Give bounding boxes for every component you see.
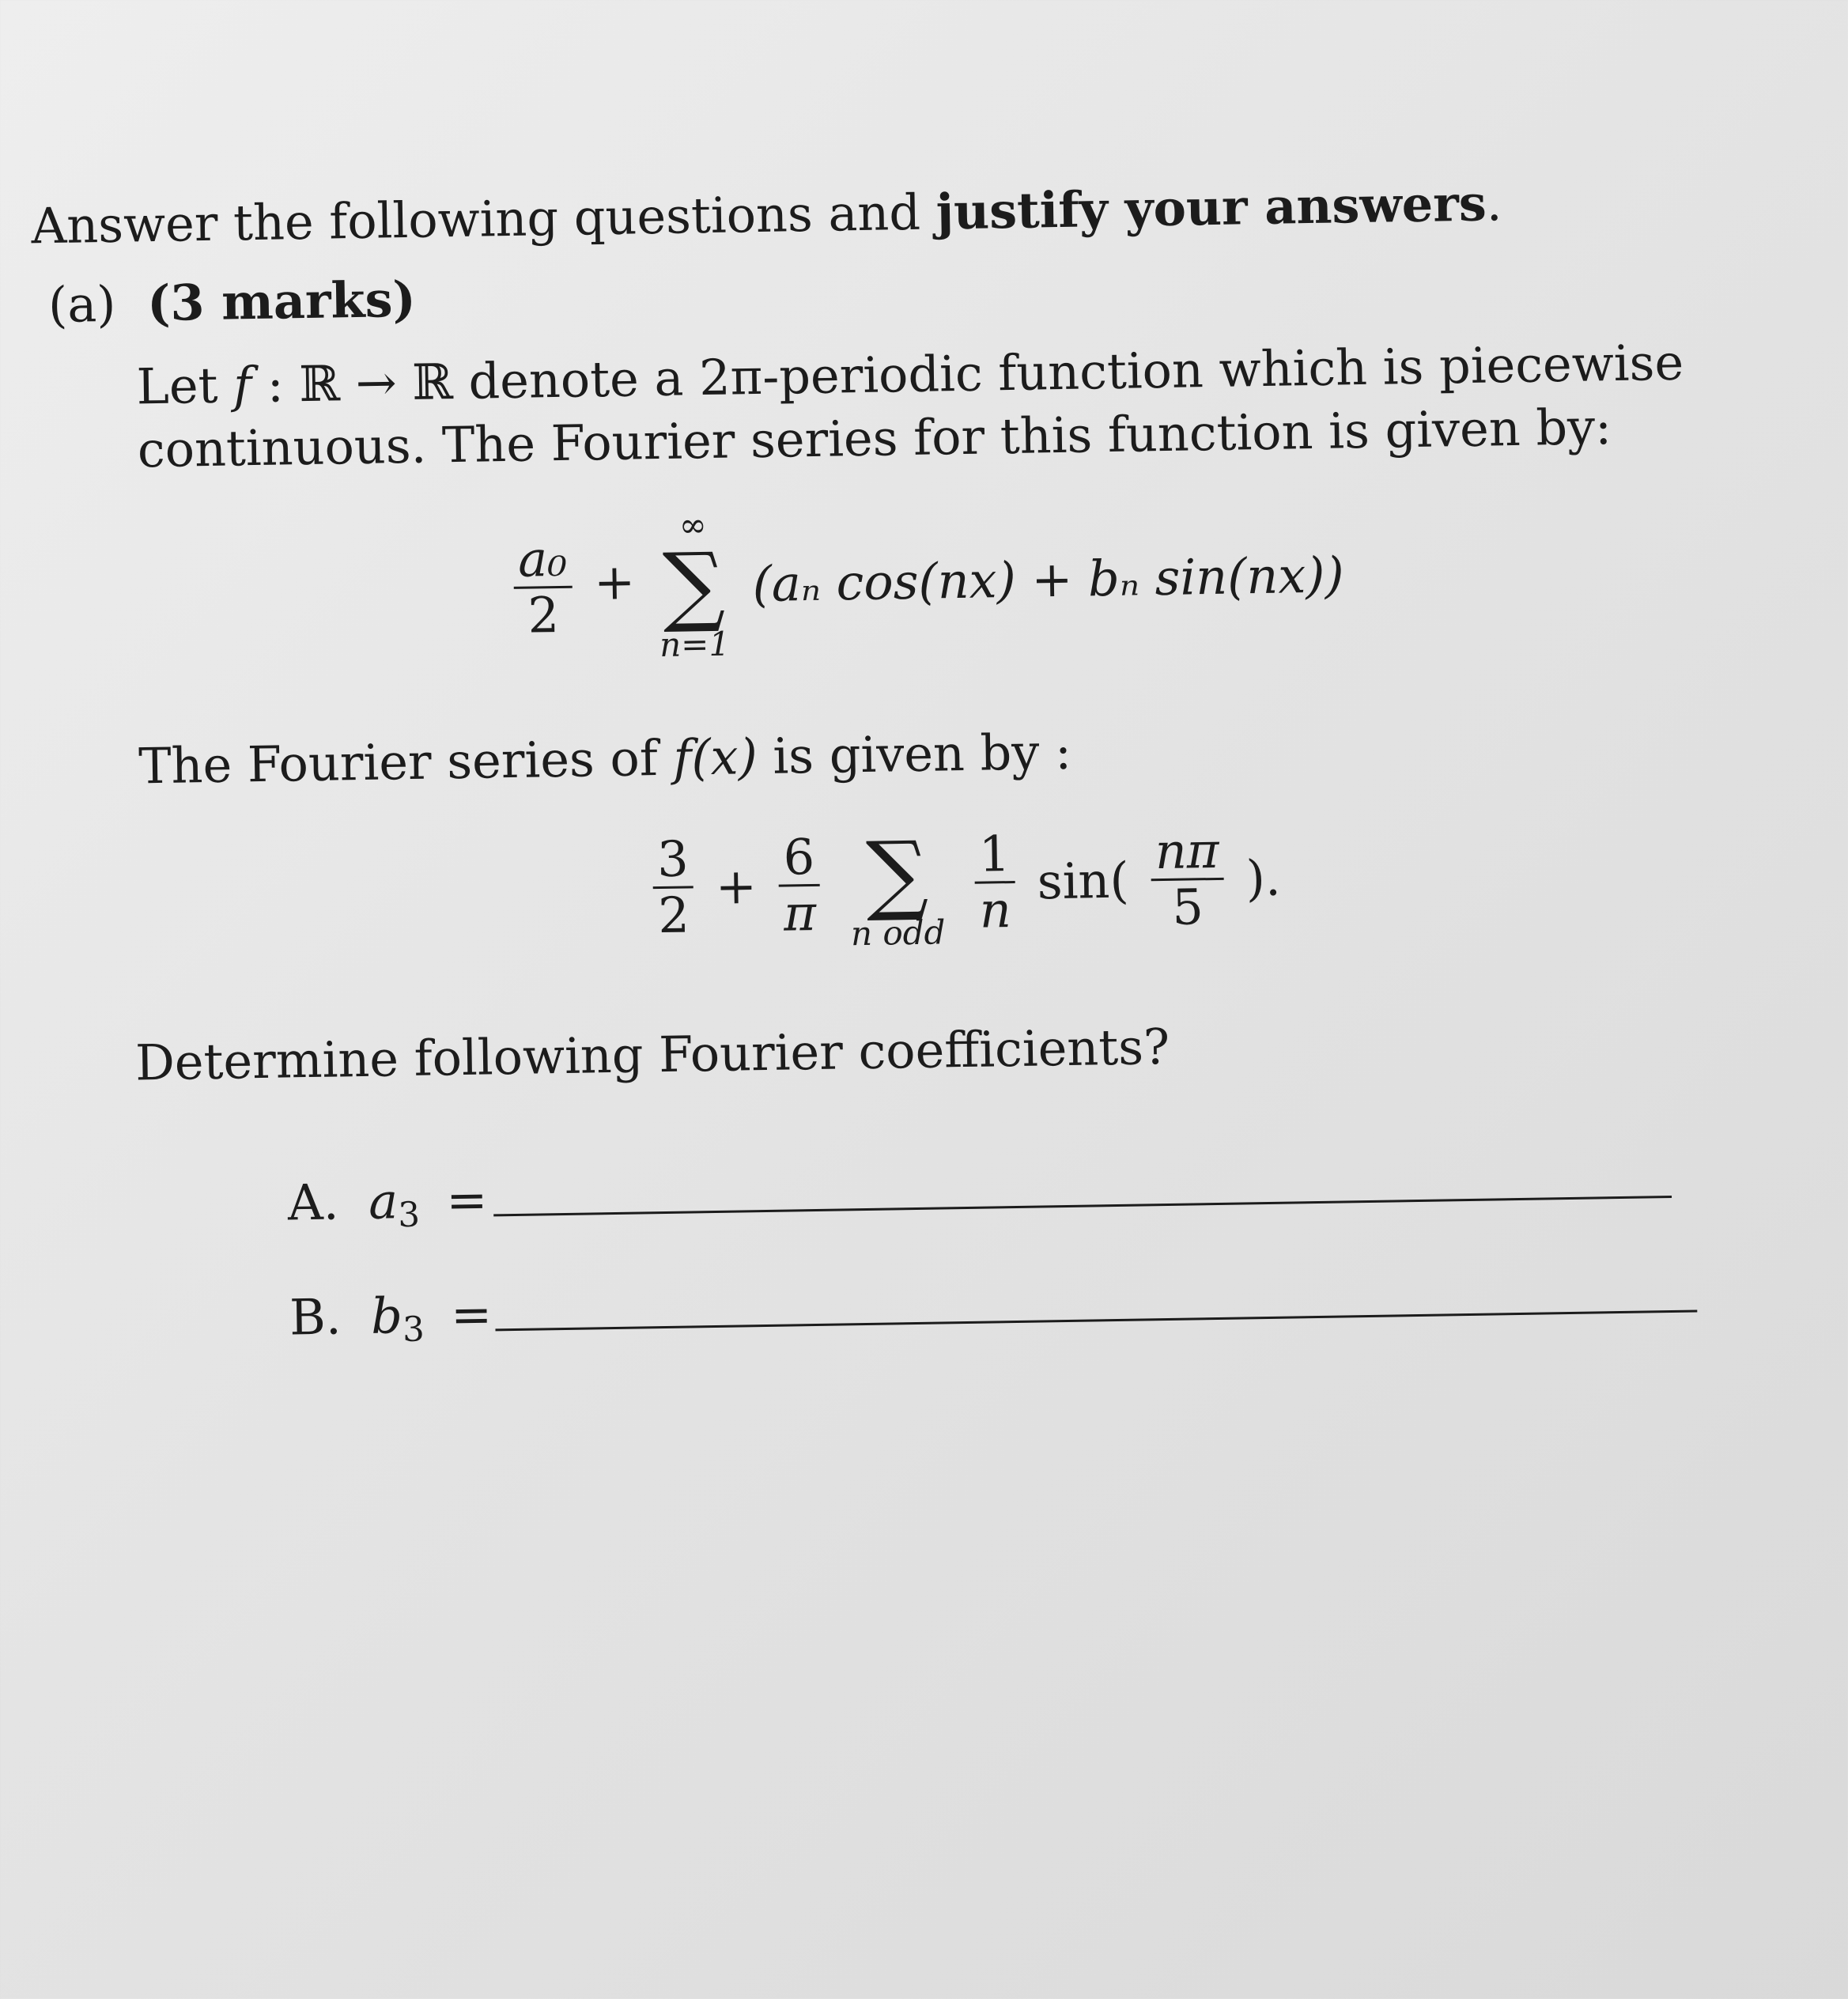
para1-text-a: Let [136, 356, 234, 416]
answer-b-row [289, 1285, 493, 1351]
part-label: (a) [47, 274, 116, 334]
frac-denominator: π [783, 883, 817, 943]
answer-a-label: A. [287, 1173, 339, 1232]
answer-b-label: B. [289, 1287, 342, 1347]
answer-b-variable: b [370, 1287, 403, 1345]
answer-a-row [287, 1171, 488, 1238]
frac-numerator: a₀ [513, 531, 573, 588]
six-over-pi-fraction [777, 827, 821, 943]
answer-b-equals: = [450, 1285, 493, 1344]
specific-fourier-series-formula [645, 811, 1282, 955]
a0-over-2-fraction [513, 531, 573, 643]
series-term: (aₙ cos(nx) + bₙ sin(nx)) [752, 546, 1345, 614]
summation [657, 507, 730, 663]
para2-suffix: is given by : [757, 722, 1072, 786]
frac-denominator: 2 [657, 886, 690, 944]
n-pi-over-five-fraction [1150, 823, 1225, 935]
frac-numerator: nπ [1150, 823, 1224, 881]
part-heading [47, 270, 416, 334]
sigma-symbol: ∑ [662, 533, 726, 637]
sum-lower-limit: n=1 [659, 624, 731, 664]
intro-line [31, 174, 1502, 255]
intro-prefix: Answer the following questions and [30, 183, 937, 255]
f-of-x: f(x) [672, 727, 758, 787]
answer-a-variable: a [368, 1172, 399, 1230]
answer-a-blank-line[interactable] [493, 1196, 1672, 1216]
frac-numerator: 1 [973, 827, 1015, 884]
sin-function: sin( [1037, 851, 1130, 911]
answer-b-blank-line[interactable] [495, 1309, 1697, 1331]
answer-b-subscript: 3 [402, 1309, 425, 1351]
closing-paren: ). [1245, 848, 1282, 908]
question-determine: Determine following Fourier coefficients? [134, 1017, 1170, 1092]
three-halves-fraction [652, 829, 695, 944]
sum-lower-limit: n odd [850, 912, 946, 953]
frac-denominator: 5 [1171, 878, 1204, 936]
para1-text-b: : ℝ → ℝ denote a 2π-periodic function which is piecewise [251, 333, 1684, 414]
plus-sign: + [593, 553, 636, 611]
paragraph-fourier-of-f [138, 723, 1072, 795]
frac-numerator: 3 [652, 832, 694, 889]
intro-bold: justify your answers [935, 174, 1487, 241]
plus-sign: + [715, 856, 758, 916]
frac-numerator: 6 [778, 830, 820, 887]
frac-denominator: n [979, 880, 1012, 939]
answer-a-subscript: 3 [397, 1195, 421, 1236]
sum-upper-limit: ∞ [678, 505, 708, 545]
function-symbol: f [232, 356, 252, 414]
general-fourier-series-formula [506, 497, 1345, 665]
part-marks: (3 marks) [146, 270, 417, 333]
answer-a-equals: = [445, 1170, 488, 1230]
frac-denominator: 2 [527, 585, 560, 644]
intro-suffix: . [1486, 174, 1503, 232]
sigma-symbol: ∑ [865, 822, 929, 924]
summation-odd [849, 822, 946, 953]
one-over-n-fraction [973, 824, 1016, 939]
para2-prefix: The Fourier series of [138, 728, 674, 795]
paragraph-line-2: continuous. The Fourier series for this function is given by: [137, 398, 1612, 479]
